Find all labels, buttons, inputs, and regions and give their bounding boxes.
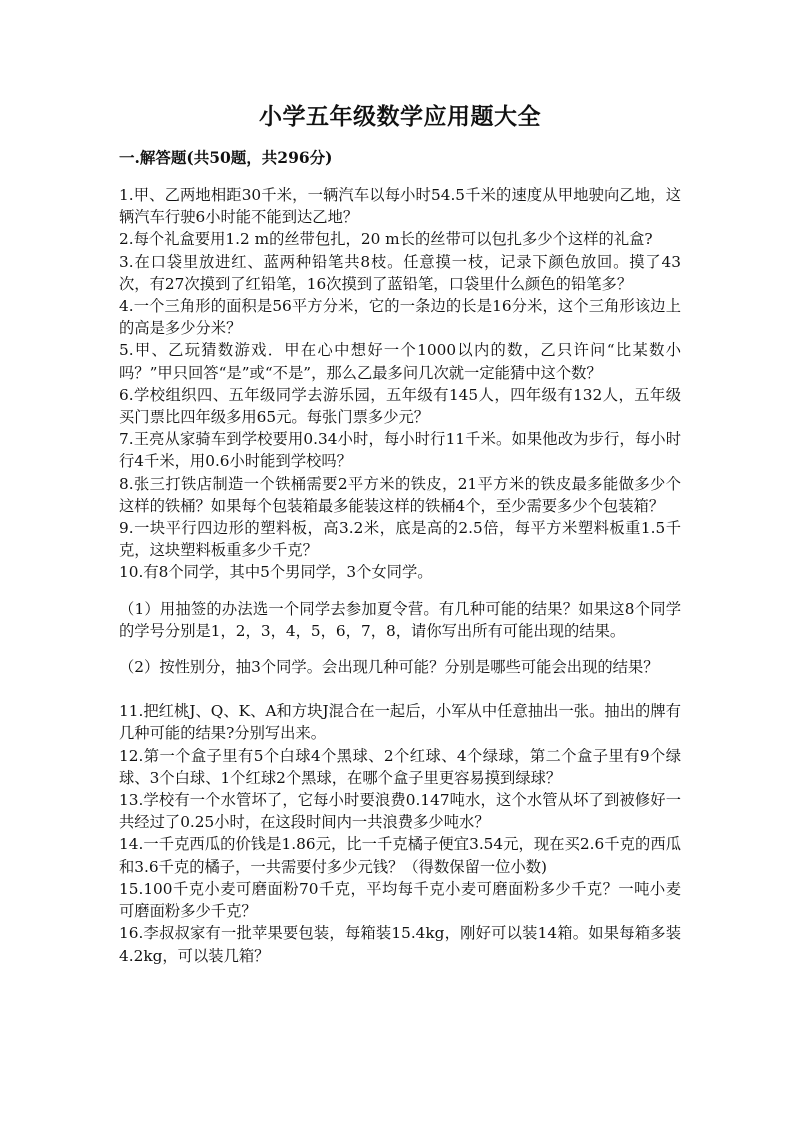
question-2: 2.每个礼盒要用1.2 m的丝带包扎，20 m长的丝带可以包扎多少个这样的礼盒?	[119, 230, 653, 249]
spacer	[119, 642, 681, 656]
question-10-part-2: （2）按性别分，抽3个同学。会出现几种可能？分别是哪些可能会出现的结果？	[119, 658, 659, 677]
question-7: 7.王亮从家骑车到学校要用0.34小时，每小时行11千米。如果他改为步行，每小时行4千米，用0.6小时能到学校吗？	[119, 430, 681, 471]
question-9: 9.一块平行四边形的塑料板，高3.2米，底是高的2.5倍，每平方米塑料板重1.5千克，这块塑料板重多少千克？	[119, 519, 681, 560]
document-title: 小学五年级数学应用题大全	[259, 103, 541, 130]
question-4: 4.一个三角形的面积是56平方分米，它的一条边的长是16分米，这个三角形该边上的高是多少分米？	[119, 297, 681, 338]
question-8: 8.张三打铁店制造一个铁桶需要2平方米的铁皮，21平方米的铁皮最多能做多少个这样的铁桶？如果每个包装箱最多能装这样的铁桶4个，至少需要多少个包装箱？	[119, 474, 681, 515]
spacer	[119, 678, 681, 700]
question-10: 10.有8个同学，其中5个男同学，3个女同学。	[119, 563, 433, 582]
question-13: 13.学校有一个水管坏了，它每小时要浪费0.147吨水，这个水管从坏了到被修好一共经过了0.25小时，在这段时间内一共浪费多少吨水？	[119, 791, 681, 832]
question-16: 16.李叔叔家有一批苹果要包装，每箱装15.4kg，刚好可以装14箱。如果每箱多装4.2kg，可以装几箱？	[119, 924, 681, 965]
question-list	[119, 184, 681, 967]
section-header: 一.解答题(共50题，共296分)	[119, 148, 333, 167]
question-15: 15.100千克小麦可磨面粉70千克，平均每千克小麦可磨面粉多少千克？一吨小麦可磨面粉多少千克？	[119, 879, 681, 921]
spacer	[119, 584, 681, 598]
question-6: 6.学校组织四、五年级同学去游乐园，五年级有145人，四年级有132人，五年级买门票比四年级多用65元。每张门票多少元？	[119, 385, 681, 427]
question-3: 3.在口袋里放进红、蓝两种铅笔共8枝。任意摸一枝，记录下颜色放回。摸了43次，有27次摸到了红铅笔，16次摸到了蓝铅笔，口袋里什么颜色的铅笔多？	[119, 252, 681, 293]
question-5: 5.甲、乙玩猜数游戏．甲在心中想好一个1000以内的数，乙只许问“比某数小吗？”甲只回答“是”或“不是”，那么乙最多问几次就一定能猜中这个数？	[119, 341, 681, 382]
question-11: 11.把红桃J、Q、K、A和方块J混合在一起后，小军从中任意抽出一张。抽出的牌有几种可能的结果?分别写出来。	[119, 702, 681, 743]
question-10-part-1: （1）用抽签的办法选一个同学去参加夏令营。有几种可能的结果？如果这8个同学的学号分别是1，2，3，4，5，6，7，8，请你写出所有可能出现的结果。	[119, 599, 681, 640]
question-14: 14.一千克西瓜的价钱是1.86元，比一千克橘子便宜3.54元，现在买2.6千克的西瓜和3.6千克的橘子，一共需要付多少元钱？（得数保留一位小数)	[119, 835, 681, 876]
question-12: 12.第一个盒子里有5个白球4个黑球、2个红球、4个绿球，第二个盒子里有9个绿球、3个白球、1个红球2个黑球，在哪个盒子里更容易摸到绿球？	[119, 746, 681, 787]
question-1: 1.甲、乙两地相距30千米，一辆汽车以每小时54.5千米的速度从甲地驶向乙地，这辆汽车行驶6小时能不能到达乙地？	[119, 186, 681, 227]
